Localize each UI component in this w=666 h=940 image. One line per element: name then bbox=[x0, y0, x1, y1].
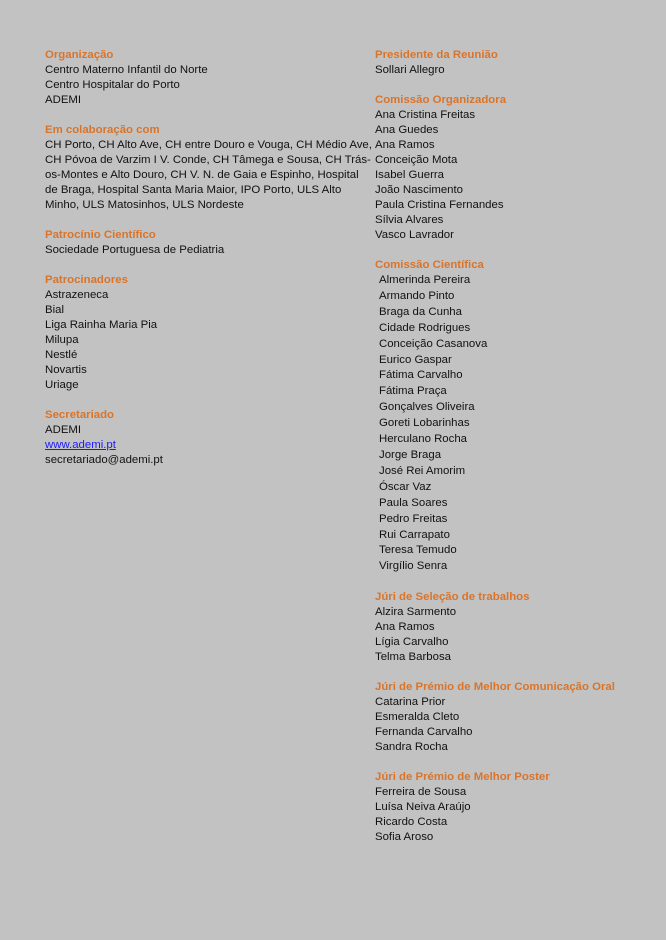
organizacao-item: ADEMI bbox=[45, 94, 82, 106]
juri-selecao-heading: Júri de Seleção de trabalhos bbox=[375, 591, 530, 604]
member-name: Catarina Prior bbox=[375, 696, 446, 709]
sponsor-item: Liga Rainha Maria Pia bbox=[45, 319, 158, 331]
member-name: Ferreira de Sousa bbox=[375, 786, 467, 799]
presidente-heading: Presidente da Reunião bbox=[375, 49, 498, 61]
sponsor-item: Uriage bbox=[45, 379, 79, 391]
member-name: Almerinda Pereira bbox=[379, 274, 471, 286]
secretariado-section bbox=[45, 408, 345, 468]
member-name: João Nascimento bbox=[375, 184, 464, 196]
member-name: Luísa Neiva Araújo bbox=[375, 801, 471, 814]
member-name: Sofia Aroso bbox=[375, 831, 434, 844]
member-name: Ana Ramos bbox=[375, 621, 435, 634]
organizadora-heading: Comissão Organizadora bbox=[375, 94, 507, 106]
presidente-name: Sollari Allegro bbox=[375, 64, 445, 76]
member-name: Vasco Lavrador bbox=[375, 229, 454, 241]
website-link[interactable]: www.ademi.pt bbox=[45, 439, 116, 451]
member-name: Alzira Sarmento bbox=[375, 606, 457, 619]
member-name: Ana Guedes bbox=[375, 124, 439, 136]
colaboracao-section bbox=[45, 123, 372, 213]
member-name: Fátima Carvalho bbox=[379, 369, 463, 382]
member-name: Sandra Rocha bbox=[375, 741, 448, 754]
member-name: Virgílio Senra bbox=[379, 560, 448, 573]
member-name: Paula Cristina Fernandes bbox=[375, 199, 504, 211]
patrocinadores-heading: Patrocinadores bbox=[45, 274, 128, 286]
left-column bbox=[45, 48, 372, 483]
member-name: Isabel Guerra bbox=[375, 169, 445, 181]
member-name: Esmeralda Cleto bbox=[375, 711, 460, 724]
secretariado-heading: Secretariado bbox=[45, 409, 115, 421]
juri-poster-heading: Júri de Prémio de Melhor Poster bbox=[375, 771, 550, 784]
colaboracao-line: de Braga, Hospital Santa Maria Maior, IPO Porto, ULS Alto bbox=[45, 184, 342, 196]
juri-oral-heading: Júri de Prémio de Melhor Comunicação Oral bbox=[375, 681, 615, 694]
member-name: Fátima Praça bbox=[379, 385, 447, 398]
organizacao-item: Centro Materno Infantil do Norte bbox=[45, 64, 208, 76]
member-name: Teresa Temudo bbox=[379, 544, 457, 557]
member-name: Pedro Freitas bbox=[379, 512, 448, 525]
cientifica-section bbox=[375, 258, 645, 575]
member-name: Goreti Lobarinhas bbox=[379, 417, 470, 430]
member-name: Ana Cristina Freitas bbox=[375, 109, 476, 121]
member-name: José Rei Amorim bbox=[379, 464, 466, 477]
cientifica-heading: Comissão Científica bbox=[375, 259, 484, 271]
patrocinio-heading: Patrocínio Científico bbox=[45, 229, 156, 241]
member-name: Cidade Rodrigues bbox=[379, 321, 471, 334]
member-name: Telma Barbosa bbox=[375, 651, 451, 664]
secretariado-name: ADEMI bbox=[45, 424, 82, 436]
organizacao-item: Centro Hospitalar do Porto bbox=[45, 79, 180, 91]
colaboracao-line: os-Montes e Alto Douro, CH V. N. de Gaia e Espinho, Hospital bbox=[45, 169, 359, 181]
colaboracao-line: Minho, ULS Matosinhos, ULS Nordeste bbox=[45, 199, 244, 211]
member-name: Ana Ramos bbox=[375, 139, 435, 151]
colaboracao-line: CH Póvoa de Varzim I V. Conde, CH Tâmega e Sousa, CH Trás- bbox=[45, 154, 371, 166]
juri-poster-section bbox=[375, 770, 645, 845]
email-text: secretariado@ademi.pt bbox=[45, 454, 163, 466]
member-name: Lígia Carvalho bbox=[375, 636, 449, 649]
sponsor-item: Bial bbox=[45, 304, 64, 316]
sponsor-item: Nestlé bbox=[45, 349, 78, 361]
organizadora-section bbox=[375, 93, 645, 243]
member-name: Rui Carrapato bbox=[379, 528, 450, 541]
member-name: Conceição Mota bbox=[375, 154, 458, 166]
member-name: Braga da Cunha bbox=[379, 305, 462, 318]
presidente-section bbox=[375, 48, 645, 78]
sponsor-item: Novartis bbox=[45, 364, 87, 376]
member-name: Eurico Gaspar bbox=[379, 353, 452, 366]
member-name: Herculano Rocha bbox=[379, 433, 468, 446]
colaboracao-heading: Em colaboração com bbox=[45, 124, 160, 136]
colaboracao-line: CH Porto, CH Alto Ave, CH entre Douro e Vouga, CH Médio Ave, bbox=[45, 139, 372, 151]
organizacao-section bbox=[45, 48, 345, 108]
member-name: Óscar Vaz bbox=[379, 480, 432, 493]
member-name: Ricardo Costa bbox=[375, 816, 448, 829]
juri-selecao-section bbox=[375, 590, 645, 665]
right-column bbox=[375, 48, 645, 860]
member-name: Armando Pinto bbox=[379, 289, 455, 302]
patrocinio-item: Sociedade Portuguesa de Pediatria bbox=[45, 244, 225, 256]
patrocinadores-section bbox=[45, 273, 345, 393]
sponsor-item: Astrazeneca bbox=[45, 289, 109, 301]
juri-oral-section bbox=[375, 680, 645, 755]
sponsor-item: Milupa bbox=[45, 334, 79, 346]
member-name: Fernanda Carvalho bbox=[375, 726, 473, 739]
member-name: Conceição Casanova bbox=[379, 337, 488, 350]
member-name: Sílvia Alvares bbox=[375, 214, 444, 226]
member-name: Paula Soares bbox=[379, 496, 448, 509]
organizacao-heading: Organização bbox=[45, 49, 114, 61]
member-name: Jorge Braga bbox=[379, 448, 442, 461]
patrocinio-section bbox=[45, 228, 345, 258]
member-name: Gonçalves Oliveira bbox=[379, 401, 475, 414]
